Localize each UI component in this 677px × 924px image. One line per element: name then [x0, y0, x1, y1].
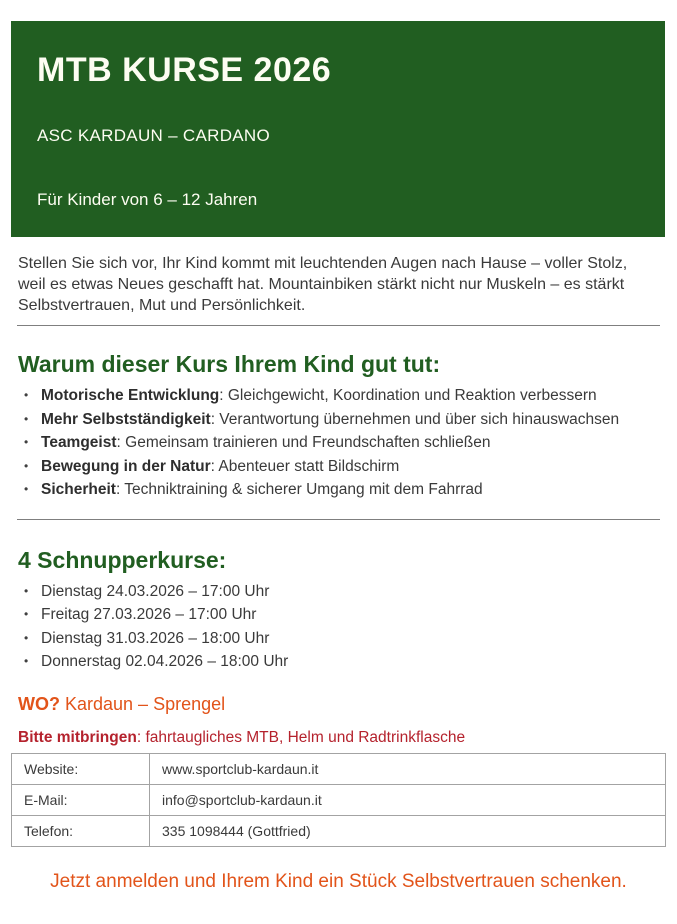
course-date: Dienstag 24.03.2026 – 17:00 Uhr	[41, 582, 270, 600]
bullet-icon: •	[24, 654, 29, 668]
location-label: WO?	[18, 693, 60, 714]
contact-table	[11, 753, 666, 847]
bring-line	[18, 729, 677, 747]
benefit-label: Sicherheit	[41, 481, 116, 498]
benefit-text: : Gleichgewicht, Koordination und Reaktion verbessern	[219, 387, 597, 404]
header-banner	[11, 21, 665, 237]
benefit-label: Bewegung in der Natur	[41, 457, 211, 475]
benefit-label: Motorische Entwicklung	[41, 387, 220, 404]
contact-value: 335 1098444 (Gottfried)	[150, 815, 666, 846]
intro-paragraph: Stellen Sie sich vor, Ihr Kind kommt mit leuchtenden Augen nach Hause – voller Stolz, weil es etwas Neues geschafft hat. Mountainbiken stärkt nicht nur Muskeln – es stärkt Selbstvertrauen, Mut und Persönlichkeit.	[18, 255, 628, 314]
list-item	[18, 478, 657, 502]
benefit-text: : Techniktraining & sicherer Umgang mit dem Fahrrad	[115, 481, 483, 498]
course-date: Dienstag 31.03.2026 – 18:00 Uhr	[41, 629, 270, 647]
section-divider	[17, 519, 660, 520]
page-title: MTB KURSE 2026	[37, 51, 332, 89]
list-item	[18, 384, 657, 408]
bullet-icon: •	[24, 388, 29, 402]
bullet-icon: •	[24, 482, 29, 496]
flyer-page	[0, 21, 677, 893]
list-item	[18, 650, 657, 674]
bullet-icon: •	[24, 458, 29, 473]
contact-value: info@sportclub-kardaun.it	[150, 784, 666, 815]
benefit-label: Mehr Selbstständigkeit	[41, 410, 211, 428]
benefits-list	[0, 384, 677, 502]
list-item	[18, 431, 657, 455]
bring-label: Bitte mitbringen	[18, 728, 137, 746]
contact-value: www.sportclub-kardaun.it	[150, 753, 666, 784]
benefits-heading: Warum dieser Kurs Ihrem Kind gut tut:	[18, 351, 441, 377]
location-line	[18, 694, 677, 715]
table-row	[12, 784, 666, 815]
audience-line: Für Kinder von 6 – 12 Jahren	[37, 190, 258, 210]
cta-line: Jetzt anmelden und Ihrem Kind ein Stück Selbstvertrauen schenken.	[50, 870, 627, 892]
table-row	[12, 753, 666, 784]
course-date: Freitag 27.03.2026 – 17:00 Uhr	[41, 606, 257, 623]
list-item	[18, 455, 657, 479]
location-value: Kardaun – Sprengel	[60, 693, 226, 714]
bullet-icon: •	[24, 583, 29, 598]
courses-heading: 4 Schnupperkurse:	[18, 546, 227, 573]
contact-label: Website:	[12, 753, 150, 784]
benefit-text: : Abenteuer statt Bildschirm	[210, 457, 400, 475]
list-item	[18, 408, 657, 432]
section-divider	[17, 325, 660, 326]
list-item	[18, 627, 657, 651]
contact-label: E-Mail:	[12, 784, 150, 815]
list-item	[18, 580, 657, 604]
contact-label: Telefon:	[12, 815, 150, 846]
course-dates-list	[0, 580, 677, 674]
benefit-label: Teamgeist	[41, 434, 117, 451]
list-item	[18, 603, 657, 627]
bring-value: : fahrtaugliches MTB, Helm und Radtrinkflasche	[136, 728, 466, 746]
benefit-text: : Verantwortung übernehmen und über sich hinauswachsen	[210, 410, 620, 428]
bullet-icon: •	[24, 630, 29, 645]
table-row	[12, 815, 666, 846]
bullet-icon: •	[24, 607, 29, 621]
bullet-icon: •	[24, 435, 29, 449]
bullet-icon: •	[24, 411, 29, 426]
course-date: Donnerstag 02.04.2026 – 18:00 Uhr	[41, 653, 289, 670]
club-name: ASC KARDAUN – CARDANO	[37, 126, 271, 146]
benefit-text: : Gemeinsam trainieren und Freundschaften schließen	[116, 434, 491, 451]
